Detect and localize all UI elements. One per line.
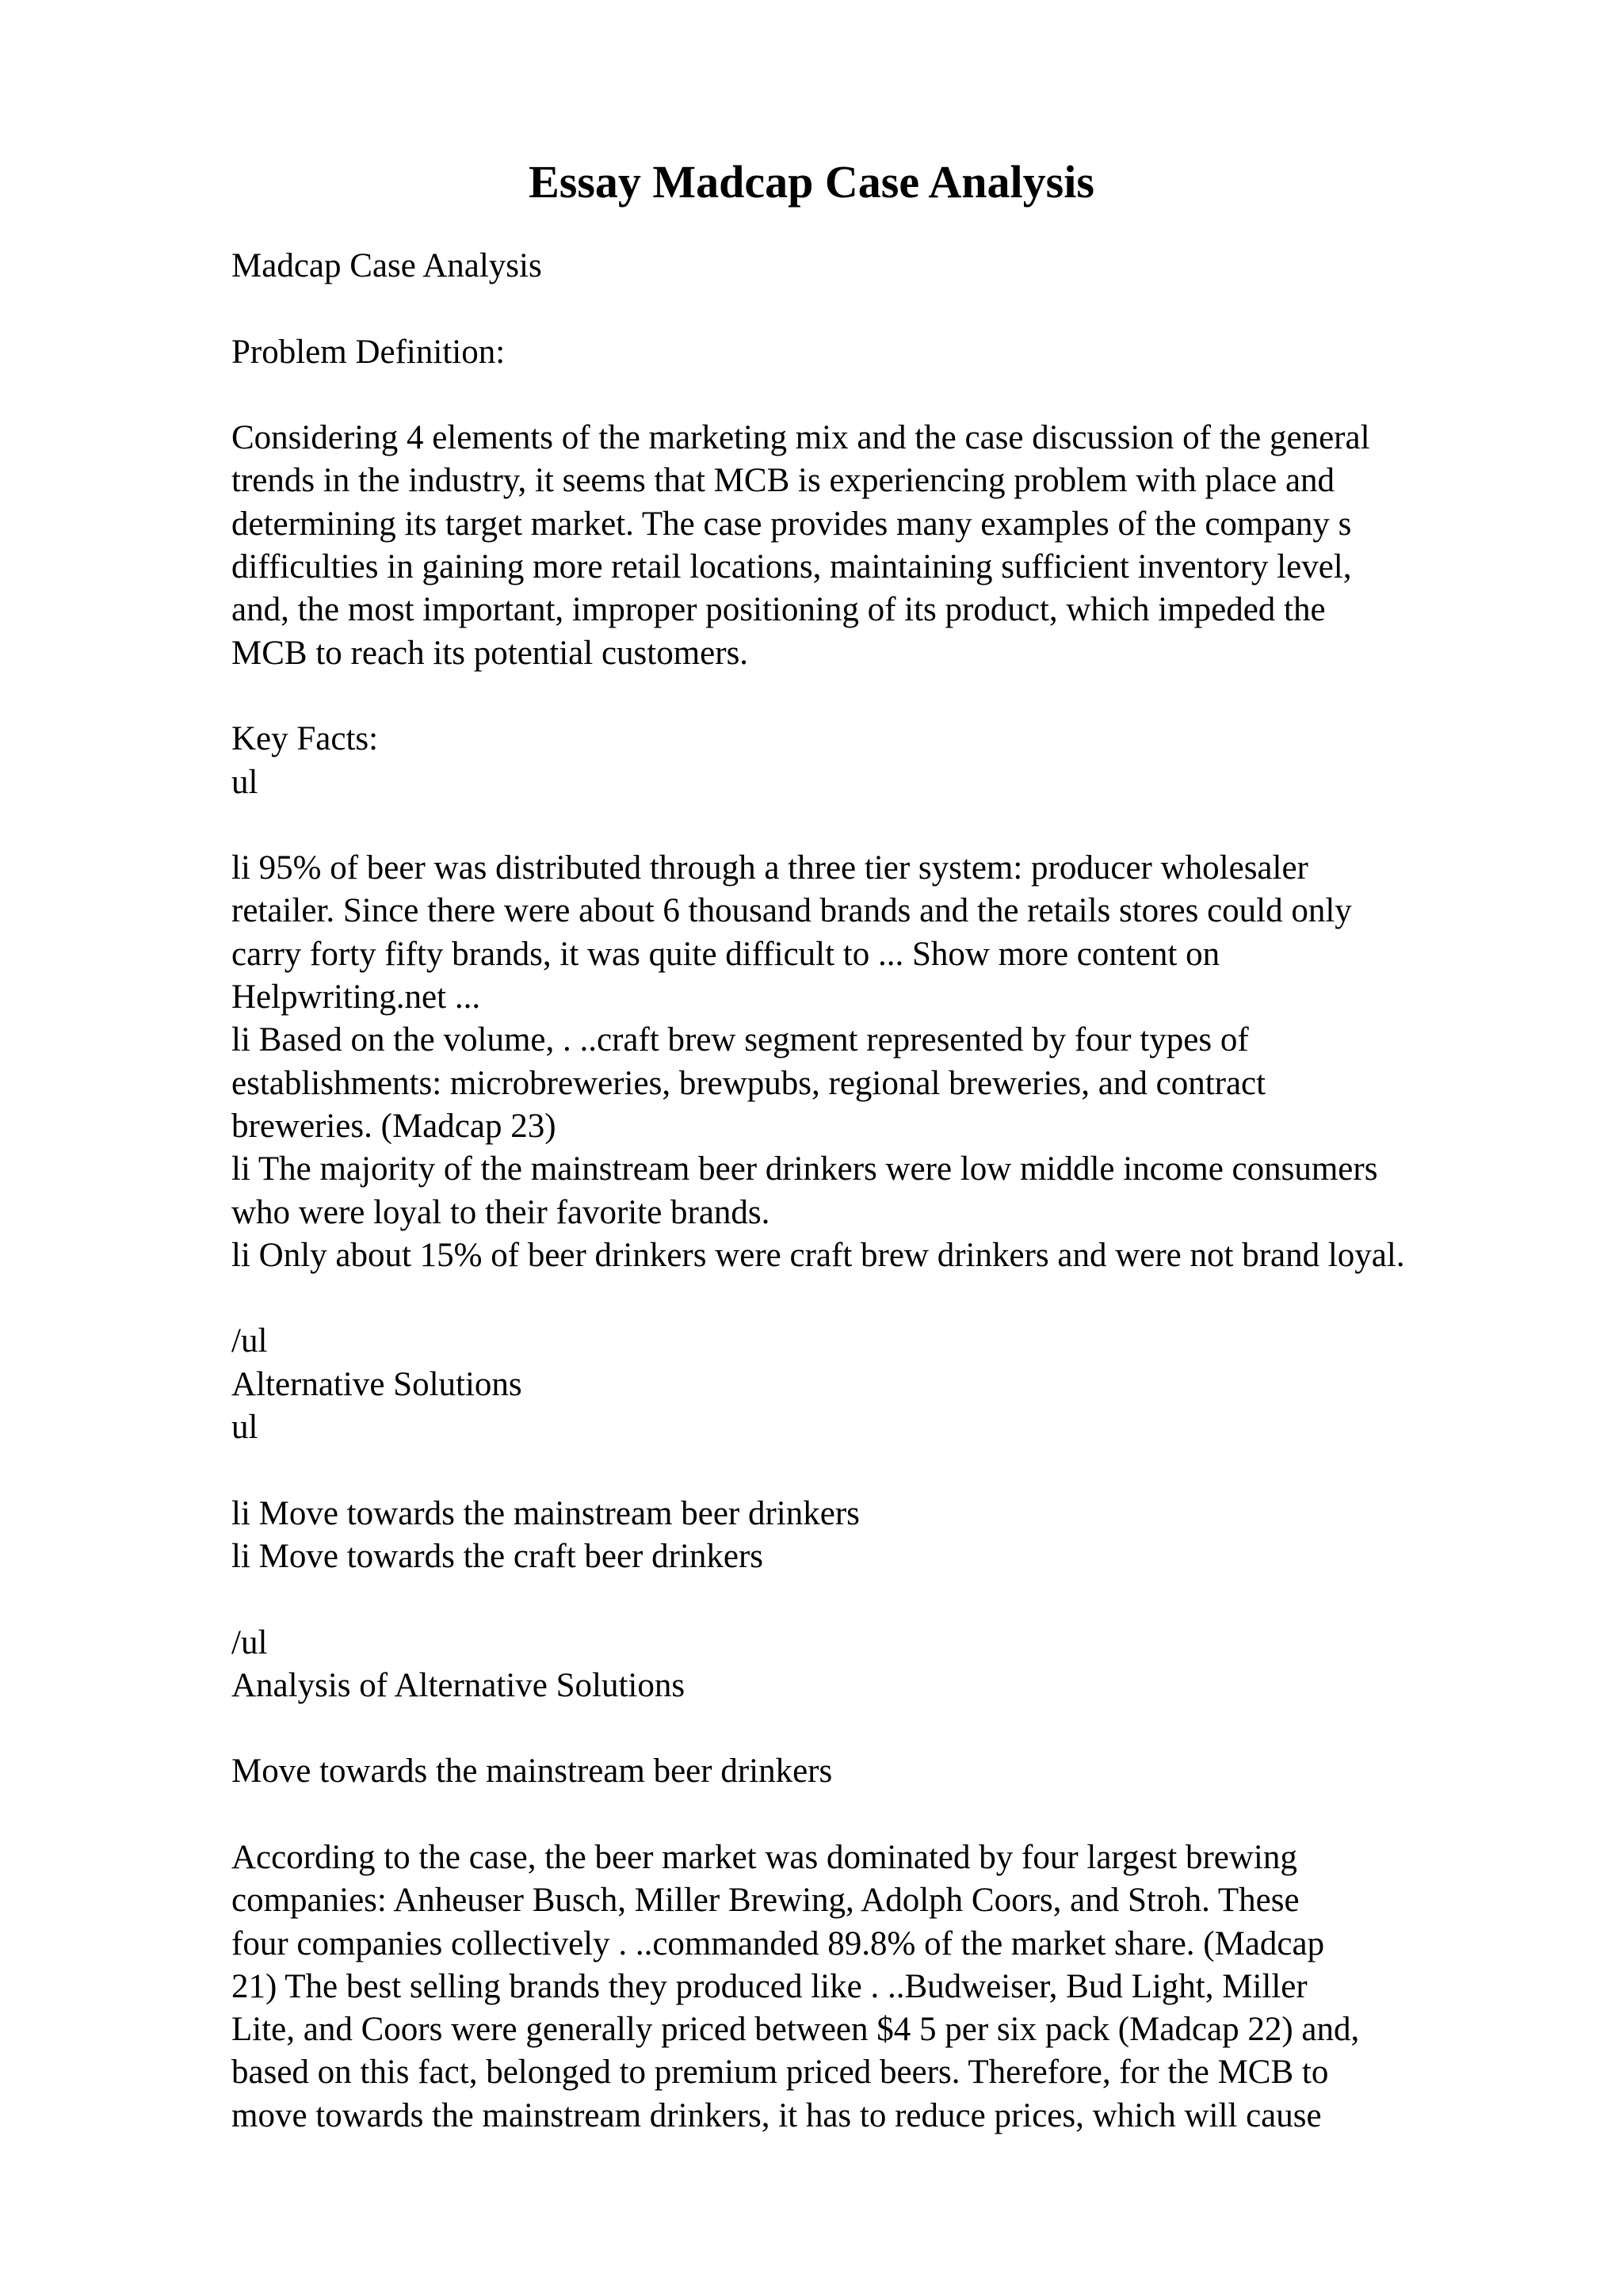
list-item-line: retailer. Since there were about 6 thousand brands and the retails stores could only bbox=[231, 892, 1352, 930]
document-title: Essay Madcap Case Analysis bbox=[529, 156, 1094, 208]
list-item-line: establishments: microbreweries, brewpubs, regional breweries, and contract bbox=[231, 1064, 1266, 1102]
spacer bbox=[231, 1794, 1594, 1836]
list-item-line: breweries. (Madcap 23) bbox=[231, 1107, 556, 1145]
analysis-heading: Analysis of Alternative Solutions bbox=[231, 1666, 685, 1704]
paragraph-line: companies: Anheuser Busch, Miller Brewing, Adolph Coors, and Stroh. These bbox=[231, 1882, 1300, 1920]
analysis-paragraph bbox=[231, 1836, 1594, 2138]
paragraph-line: trends in the industry, it seems that MCB is experiencing problem with place and bbox=[231, 462, 1335, 500]
paragraph-line: difficulties in gaining more retail locations, maintaining sufficient inventory level, bbox=[231, 548, 1352, 586]
paragraph-line: determining its target market. The case provides many examples of the company s bbox=[231, 505, 1352, 543]
subtitle: Madcap Case Analysis bbox=[231, 247, 542, 284]
paragraph-line: and, the most important, improper positioning of its product, which impeded the bbox=[231, 591, 1326, 629]
alternatives-heading: Alternative Solutions bbox=[231, 1365, 522, 1403]
list-close-marker: /ul bbox=[231, 1322, 268, 1360]
list-close-marker: /ul bbox=[231, 1623, 268, 1661]
spacer bbox=[231, 1277, 1594, 1320]
list-item-line: carry forty fifty brands, it was quite difficult to ... Show more content on bbox=[231, 935, 1220, 973]
analysis-subheading: Move towards the mainstream beer drinkers bbox=[231, 1753, 833, 1791]
document-body bbox=[231, 245, 1594, 2138]
spacer bbox=[231, 288, 1594, 330]
list-item-line: li 95% of beer was distributed through a three tier system: producer wholesaler bbox=[231, 849, 1308, 887]
paragraph-line: based on this fact, belonged to premium priced beers. Therefore, for the MCB to bbox=[231, 2054, 1329, 2092]
list-item-line: li The majority of the mainstream beer drinkers were low middle income consumers bbox=[231, 1150, 1378, 1188]
paragraph-line: four companies collectively . ..commanded 89.8% of the market share. (Madcap bbox=[231, 1924, 1325, 1962]
list-item-line: li Move towards the craft beer drinkers bbox=[231, 1537, 764, 1575]
paragraph-line: MCB to reach its potential customers. bbox=[231, 634, 749, 672]
problem-paragraph bbox=[231, 417, 1594, 675]
list-item-line: li Based on the volume, . ..craft brew segment represented by four types of bbox=[231, 1021, 1249, 1059]
paragraph-line: move towards the mainstream drinkers, it has to reduce prices, which will cause bbox=[231, 2096, 1322, 2134]
list-item-line: who were loyal to their favorite brands. bbox=[231, 1193, 770, 1231]
paragraph-line: Lite, and Coors were generally priced between $4 5 per six pack (Madcap 22) and, bbox=[231, 2011, 1360, 2049]
alternatives-list bbox=[231, 1493, 1594, 1579]
list-item-line: li Move towards the mainstream beer drinkers bbox=[231, 1494, 860, 1532]
spacer bbox=[231, 675, 1594, 718]
spacer bbox=[231, 804, 1594, 847]
spacer bbox=[231, 1707, 1594, 1750]
list-open-marker: ul bbox=[231, 1409, 258, 1447]
paragraph-line: 21) The best selling brands they produced like . ..Budweiser, Bud Light, Miller bbox=[231, 1967, 1308, 2005]
paragraph-line: Considering 4 elements of the marketing mix and the case discussion of the general bbox=[231, 419, 1370, 457]
spacer bbox=[231, 1449, 1594, 1492]
list-item-line: Helpwriting.net ... bbox=[231, 978, 481, 1016]
list-open-marker: ul bbox=[231, 763, 258, 801]
key-facts-heading: Key Facts: bbox=[231, 720, 379, 758]
key-facts-list bbox=[231, 847, 1594, 1277]
paragraph-line: According to the case, the beer market was dominated by four largest brewing bbox=[231, 1838, 1297, 1876]
problem-heading: Problem Definition: bbox=[231, 333, 506, 371]
list-item-line: li Only about 15% of beer drinkers were craft brew drinkers and were not brand loyal. bbox=[231, 1236, 1405, 1274]
spacer bbox=[231, 1578, 1594, 1621]
spacer bbox=[231, 374, 1594, 417]
